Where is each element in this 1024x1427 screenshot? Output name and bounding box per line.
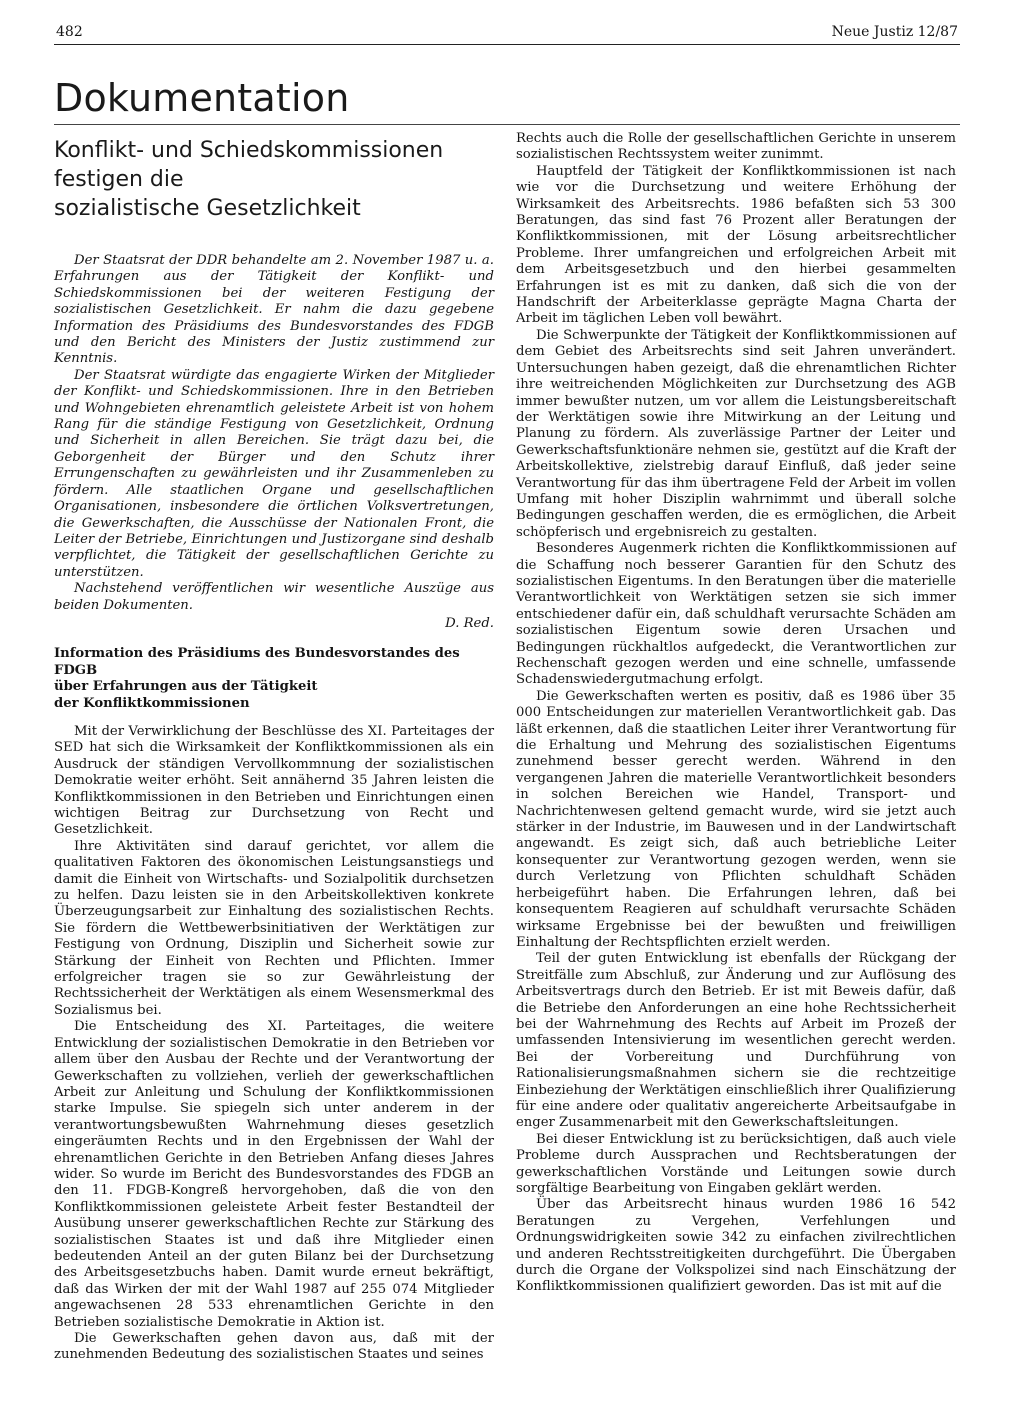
body-paragraph: Hauptfeld der Tätigkeit der Konfliktkommissionen ist nach wie vor die Durchsetzung und weitere Erhöhung der Wirksamkeit des Arbeitsrechts. 1986 befaßten sich 53 300 Beratungen, das sind fast 76 Prozent aller Beratungen der Konfliktkommissionen, mit der Lösung arbeitsrechtlicher Probleme. Ihrer umfangreichen und erfolgreichen Arbeit mit dem Arbeitsgesetzbuch und den hierbei gesammelten Erfahrungen ist es mit zu danken, daß sich die von der Handschrift der Arbeiterklasse geprägte Magna Charta der Arbeit im täglichen Leben voll bewährt. <box>516 163 956 327</box>
body-paragraph: Mit der Verwirklichung der Beschlüsse des XI. Parteitages der SED hat sich die Wirksamkeit der Konfliktkommissionen als ein Ausdruck der ständigen Vervollkommnung der sozialistischen Demokratie weiter erhöht. Seit annähernd 35 Jahren leisten die Konfliktkommissionen in den Betrieben und Einrichtungen einen wichtigen Beitrag zur Durchsetzung von Recht und Gesetzlichkeit. <box>54 723 494 838</box>
section-title: Dokumentation <box>54 76 350 120</box>
intro-paragraph: Der Staatsrat der DDR behandelte am 2. November 1987 u. a. Erfahrungen aus der Tätigkeit der Konflikt- und Schiedskommissionen bei der weiteren Festigung der sozialistischen Gesetzlichkeit. Er nahm die dazu gegebene Information des Präsidiums des Bundesvorstandes des FDGB und den Bericht des Ministers der Justiz zustimmend zur Kenntnis. <box>54 253 494 367</box>
article-title-line: festigen die <box>54 167 184 192</box>
body-paragraph: Bei dieser Entwicklung ist zu berücksichtigen, daß auch viele Probleme durch Aussprachen und Rechtsberatungen der gewerkschaftlichen Vorstände und Leitungen sowie durch sorgfältige Bearbeitung von Eingaben geklärt werden. <box>516 1131 956 1196</box>
page-header <box>54 18 960 45</box>
body-paragraph: Die Gewerkschaften werten es positiv, daß es 1986 über 35 000 Entscheidungen zur materiellen Verantwortlichkeit gab. Das läßt erkennen, daß die staatlichen Leiter ihrer Verantwortung für die Erhaltung und Mehrung des sozialistischen Eigentums zunehmend besser gerecht werden. Während in den vergangenen Jahren die materielle Verantwortlichkeit besonders in solchen Bereichen wie Handel, Transport- und Nachrichtenwesen geltend gemacht wurde, wird sie jetzt auch stärker in der Industrie, im Bauwesen und in der Landwirtschaft angewandt. Es zeigt sich, daß auch betriebliche Leiter konsequenter zur Verantwortung gezogen werden, wenn sie durch Verletzung von Pflichten schuldhaft Schäden herbeigeführt haben. Die Erfahrungen lehren, daß bei konsequentem Reagieren auf schuldhaft verursachte Schäden wirksame Ergebnisse bei der bewußten und freiwilligen Einhaltung der Rechtspflichten erzielt werden. <box>516 688 956 950</box>
editorial-intro <box>54 253 494 632</box>
subheading-line: der Konfliktkommissionen <box>54 695 250 711</box>
editorial-signature: D. Red. <box>445 615 494 631</box>
body-paragraph: Ihre Aktivitäten sind darauf gerichtet, vor allem die qualitativen Faktoren des ökonomischen Leistungsanstiegs und damit die Einheit von Wirtschafts- und Sozialpolitik durchsetzen zu helfen. Dazu leisten sie in den Arbeitskollektiven konkrete Überzeugungsarbeit zur Einhaltung des sozialistischen Rechts. Sie fördern die Wettbewerbsinitiativen der Werktätigen zur Festigung von Ordnung, Disziplin und Sicherheit sowie zur Stärkung der Einheit von Rechten und Pflichten. Immer erfolgreicher tragen sie so zur Gewährleistung der Rechtssicherheit der Werktätigen als einem Wesensmerkmal des Sozialismus bei. <box>54 838 494 1018</box>
body-paragraph: Die Gewerkschaften gehen davon aus, daß mit der zunehmenden Bedeutung des sozialistischen Staates und seines <box>54 1331 494 1363</box>
article-title <box>54 136 514 223</box>
subheading-line: über Erfahrungen aus der Tätigkeit <box>54 679 318 695</box>
body-paragraph: Rechts auch die Rolle der gesellschaftlichen Gerichte in unserem sozialistischen Rechtssystem weiter zunimmt. <box>516 131 956 163</box>
body-paragraph: Die Entscheidung des XI. Parteitages, die weitere Entwicklung der sozialistischen Demokratie in den Betrieben vor allem über den Ausbau der Rechte und der Verantwortung der Gewerkschaften zu vollziehen, verlieh der gewerkschaftlichen Arbeit zur Anleitung und Schulung der Konfliktkommissionen starke Impulse. Sie spiegeln sich unter anderem in der verantwortungsbewußten Wahrnehmung dieses gesetzlich eingeräumten Rechts und in den Ergebnissen der Wahl der ehrenamtlichen Gerichte in den Betrieben Anfang dieses Jahres wider. So wurde im Bericht des Bundesvorstandes des FDGB an den 11. FDGB-Kongreß hervorgehoben, daß die von den Konfliktkommissionen geleistete Arbeit fester Bestandteil der Ausübung unserer gewerkschaftlichen Rechte zur Stärkung des sozialistischen Staates ist und daß ihre Mitglieder einen bedeutenden Anteil an der guten Bilanz bei der Durchsetzung des Arbeitsgesetzbuchs haben. Damit wurde erneut bekräftigt, daß das Wirken der mit der Wahl 1987 auf 255 074 Mitglieder angewachsenen 28 533 ehrenamtlichen Gerichte in den Betrieben sozialistische Demokratie in Aktion ist. <box>54 1019 494 1330</box>
right-column <box>516 131 956 1296</box>
journal-issue: Neue Justiz 12/87 <box>831 24 958 40</box>
body-paragraph: Die Schwerpunkte der Tätigkeit der Konfliktkommissionen auf dem Gebiet des Arbeitsrechts sind seit Jahren unverändert. Untersuchungen haben gezeigt, daß die ehrenamtlichen Richter ihre weitreichenden Möglichkeiten zur Durchsetzung des AGB immer bewußter nutzen, um vor allem die Leistungsbereitschaft der Werktätigen sowie ihre Mitwirkung an der Leitung und Planung zu fördern. Als zuverlässige Partner der Leiter und Gewerkschaftsfunktionäre nehmen sie, gestützt auf die Kraft der Arbeitskollektive, zielstrebig darauf Einfluß, daß jeder seine Verantwortung für das ihm übertragene Feld der Arbeit im vollen Umfang mit hoher Disziplin wahrnimmt und überall solche Bedingungen geschaffen werden, die es ermöglichen, die Arbeit schöpferisch und ergebnisreich zu gestalten. <box>516 327 956 540</box>
intro-paragraph: Nachstehend veröffentlichen wir wesentliche Auszüge aus beiden Dokumenten. <box>54 581 494 613</box>
article-title-line: sozialistische Gesetzlichkeit <box>54 196 361 221</box>
subheading-line: Information des Präsidiums des Bundesvorstandes des FDGB <box>54 646 460 678</box>
intro-paragraph: Der Staatsrat würdigte das engagierte Wirken der Mitglieder der Konflikt- und Schiedskommissionen. Ihre in den Betrieben und Wohngebieten ehrenamtlich geleistete Arbeit ist von hohem Rang für die ständige Festigung von Gesetzlichkeit, Ordnung und Sicherheit in allen Bereichen. Sie trägt dazu bei, die Geborgenheit der Bürger und den Schutz ihrer Errungenschaften zu gewährleisten und ihr Zusammenleben zu fördern. Alle staatlichen Organe und gesellschaftlichen Organisationen, insbesondere die örtlichen Volksvertretungen, die Gewerkschaften, die Ausschüsse der Nationalen Front, die Leiter der Betriebe, Einrichtungen und Justizorgane sind deshalb verpflichtet, die Tätigkeit der gesellschaftlichen Gerichte zu unterstützen. <box>54 367 494 580</box>
section-subheading <box>54 646 494 712</box>
body-paragraph: Über das Arbeitsrecht hinaus wurden 1986 16 542 Beratungen zu Vergehen, Verfehlungen und Ordnungswidrigkeiten sowie 342 zu einfachen zivilrechtlichen und anderen Rechtsstreitigkeiten durchgeführt. Die Übergaben durch die Organe der Volkspolizei sind nach Einschätzung der Konfliktkommissionen qualifiziert geworden. Das ist mit auf die <box>516 1197 956 1295</box>
page-number: 482 <box>56 24 83 40</box>
left-column <box>54 253 494 1364</box>
article-title-line: Konflikt- und Schiedskommissionen <box>54 138 444 163</box>
title-divider <box>54 124 960 125</box>
body-paragraph: Besonderes Augenmerk richten die Konfliktkommissionen auf die Schaffung noch besserer Garantien für den Schutz des sozialistischen Eigentums. In den Beratungen über die materielle Verantwortlichkeit von Werktätigen setzen sie sich immer entschiedener dafür ein, daß schuldhaft verursachte Schäden am sozialistischen Eigentum sowie deren Ursachen und Bedingungen rückhaltlos aufgedeckt, die Verantwortlichen zur Rechenschaft gezogen werden und eine schnelle, umfassende Schadenswiedergutmachung erfolgt. <box>516 541 956 688</box>
body-paragraph: Teil der guten Entwicklung ist ebenfalls der Rückgang der Streitfälle zum Abschluß, zur Änderung und zur Auflösung des Arbeitsvertrags durch den Betrieb. Er ist mit Beweis dafür, daß die Betriebe den Anforderungen an eine hohe Rechtssicherheit bei der Wahrnehmung des Rechts auf Arbeit im Prozeß der umfassenden Intensivierung im wesentlichen gerecht werden. Bei der Vorbereitung und Durchführung von Rationalisierungsmaßnahmen sichern sie die rechtzeitige Einbeziehung der Werktätigen einschließlich ihrer Qualifizierung für eine andere oder qualitativ angereicherte Arbeitsaufgabe in enger Zusammenarbeit mit den Gewerkschaftsleitungen. <box>516 951 956 1131</box>
